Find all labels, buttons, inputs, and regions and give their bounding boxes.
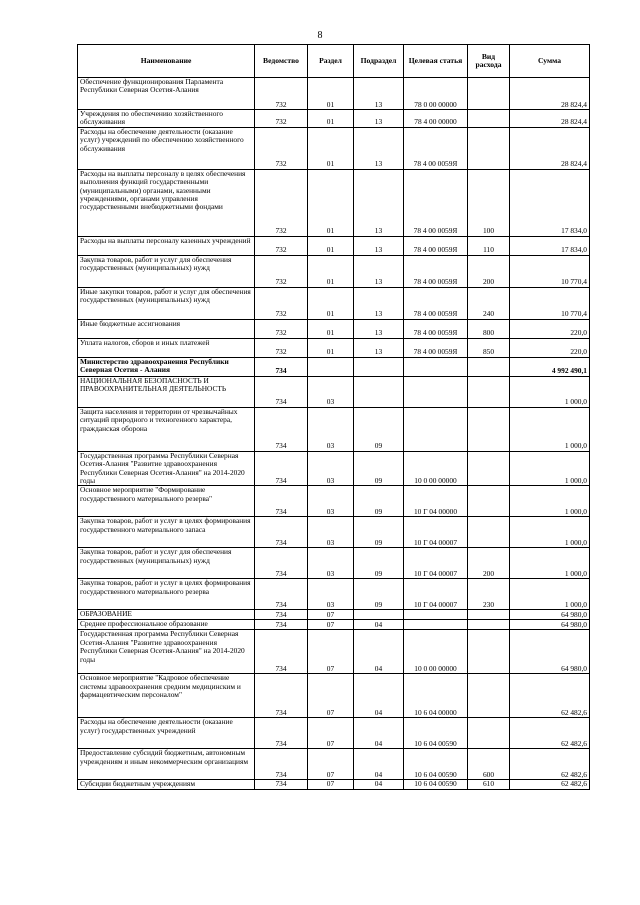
row-target: 10 6 04 00590 [404,718,468,749]
row-section: 01 [308,255,354,287]
row-dept: 734 [255,610,308,620]
row-kind: 200 [468,548,510,579]
row-name: Расходы на выплаты персоналу казенных учреждений [78,236,255,255]
row-name: Закупка товаров, работ и услуг для обеспечения государственных (муниципальных) нужд [78,548,255,579]
row-subsection: 09 [354,579,404,610]
row-subsection: 04 [354,620,404,630]
row-subsection: 04 [354,749,404,780]
row-name: Государственная программа Республики Северная Осетия-Алания "Развитие здравоохранения Республики Северная Осетия-Алания" на 2014-2020 годы [78,451,255,486]
row-dept: 732 [255,169,308,236]
table-row [78,407,590,451]
row-section: 03 [308,407,354,451]
row-sum: 64 980,0 [510,620,590,630]
row-name: Защита населения и территории от чрезвычайных ситуаций природного и техногенного характера, гражданская оборона [78,407,255,451]
row-section: 07 [308,630,354,674]
row-name: Учреждения по обеспечению хозяйственного обслуживания [78,110,255,128]
row-section: 03 [308,579,354,610]
header-dept: Ведомство [255,45,308,78]
row-subsection [354,376,404,407]
row-subsection: 04 [354,780,404,789]
row-section: 03 [308,451,354,486]
row-name: Расходы на обеспечение деятельности (оказание услуг) государственных учреждений [78,718,255,749]
row-kind [468,407,510,451]
row-dept: 734 [255,780,308,789]
row-kind [468,78,510,110]
table-row [78,517,590,548]
row-sum: 1 000,0 [510,486,590,517]
row-subsection: 09 [354,517,404,548]
row-target: 10 6 04 00590 [404,749,468,780]
row-sum: 62 482,6 [510,780,590,789]
row-subsection: 13 [354,127,404,169]
header-target: Целевая статья [404,45,468,78]
row-dept: 734 [255,579,308,610]
row-kind [468,357,510,376]
row-section: 03 [308,517,354,548]
table-row [78,610,590,620]
row-kind: 100 [468,169,510,236]
row-sum: 17 834,0 [510,236,590,255]
row-name: Основное мероприятие "Формирование государственного материального резерва" [78,486,255,517]
row-target: 78 4 00 0059Я [404,287,468,319]
row-section: 01 [308,319,354,338]
row-name: Иные закупки товаров, работ и услуг для обеспечения государственных (муниципальных) нужд [78,287,255,319]
row-dept: 732 [255,110,308,128]
row-dept: 734 [255,451,308,486]
row-sum: 1 000,0 [510,451,590,486]
row-dept: 734 [255,376,308,407]
row-name: Среднее профессиональное образование [78,620,255,630]
table-row [78,169,590,236]
page-number: 8 [317,30,323,41]
row-section: 07 [308,780,354,789]
row-kind [468,451,510,486]
row-dept: 734 [255,630,308,674]
row-name: Основное мероприятие "Кадровое обеспечение системы здравоохранения средним медицинским и фармацевтическим персоналом" [78,674,255,718]
row-sum: 64 980,0 [510,610,590,620]
row-dept: 734 [255,718,308,749]
row-section: 07 [308,674,354,718]
table-row [78,780,590,789]
row-target: 78 4 00 0059Я [404,255,468,287]
row-name: Расходы на выплаты персоналу в целях обеспечения выполнения функций государственными (муниципальными) органами, казенными учреждениями, органами управления государственными внебюджетными фондами [78,169,255,236]
row-kind [468,517,510,548]
row-target: 10 0 00 00000 [404,630,468,674]
row-sum: 62 482,6 [510,718,590,749]
row-subsection: 04 [354,718,404,749]
row-name: Закупка товаров, работ и услуг в целях формирования государственного материального запаса [78,517,255,548]
row-section: 01 [308,127,354,169]
row-target [404,407,468,451]
table-body [78,78,590,790]
row-section [308,357,354,376]
row-target: 10 0 00 00000 [404,451,468,486]
row-section: 07 [308,749,354,780]
row-section: 07 [308,610,354,620]
row-subsection: 04 [354,674,404,718]
row-kind [468,718,510,749]
row-dept: 732 [255,127,308,169]
table-row [78,376,590,407]
row-name: Иные бюджетные ассигнования [78,319,255,338]
row-subsection: 13 [354,78,404,110]
row-section: 07 [308,620,354,630]
row-subsection [354,357,404,376]
row-kind: 200 [468,255,510,287]
table-row [78,579,590,610]
row-section: 01 [308,110,354,128]
row-sum: 220,0 [510,319,590,338]
row-target: 78 4 00 00000 [404,110,468,128]
row-kind [468,376,510,407]
row-sum: 62 482,6 [510,674,590,718]
row-name: Предоставление субсидий бюджетным, автономным учреждениям и иным некоммерческим организациям [78,749,255,780]
row-target: 78 4 00 0059Я [404,319,468,338]
row-sum: 1 000,0 [510,548,590,579]
table-row [78,749,590,780]
row-dept: 734 [255,407,308,451]
row-dept: 734 [255,486,308,517]
row-dept: 734 [255,620,308,630]
row-target [404,620,468,630]
row-name: Закупка товаров, работ и услуг для обеспечения государственных (муниципальных) нужд [78,255,255,287]
row-subsection: 13 [354,236,404,255]
row-subsection: 13 [354,319,404,338]
row-subsection: 13 [354,338,404,357]
row-kind: 230 [468,579,510,610]
row-subsection: 13 [354,287,404,319]
row-name: Расходы на обеспечение деятельности (оказание услуг) учреждений по обеспечению хозяйственного обслуживания [78,127,255,169]
row-kind: 110 [468,236,510,255]
row-section: 07 [308,718,354,749]
table-row [78,127,590,169]
row-kind [468,486,510,517]
row-target [404,610,468,620]
row-sum: 17 834,0 [510,169,590,236]
row-target [404,357,468,376]
header-kind: Вид расхода [468,45,510,78]
row-name: Закупка товаров, работ и услуг в целях формирования государственного материального резерва [78,579,255,610]
row-section: 01 [308,287,354,319]
row-subsection: 13 [354,255,404,287]
row-sum: 10 770,4 [510,287,590,319]
row-section: 03 [308,376,354,407]
row-target: 10 Г 04 00007 [404,579,468,610]
row-kind [468,620,510,630]
table-row [78,548,590,579]
row-section: 03 [308,548,354,579]
row-sum: 28 824,4 [510,127,590,169]
row-subsection: 13 [354,110,404,128]
row-name: Министерство здравоохранения Республики Северная Осетия - Алания [78,357,255,376]
row-section: 01 [308,338,354,357]
row-sum: 64 980,0 [510,630,590,674]
row-name: Уплата налогов, сборов и иных платежей [78,338,255,357]
row-dept: 732 [255,319,308,338]
row-kind: 240 [468,287,510,319]
row-sum: 220,0 [510,338,590,357]
row-kind [468,110,510,128]
row-name: Обеспечение функционирования Парламента Республики Северная Осетия-Алания [78,78,255,110]
row-target: 10 6 04 00000 [404,674,468,718]
row-section: 01 [308,78,354,110]
row-sum: 1 000,0 [510,407,590,451]
row-dept: 734 [255,517,308,548]
table-row [78,319,590,338]
header-subsection: Подраздел [354,45,404,78]
row-kind: 610 [468,780,510,789]
row-sum: 1 000,0 [510,579,590,610]
row-dept: 734 [255,357,308,376]
table-row [78,630,590,674]
row-dept: 732 [255,338,308,357]
row-dept: 734 [255,548,308,579]
row-section: 01 [308,236,354,255]
table-row [78,338,590,357]
row-dept: 732 [255,236,308,255]
row-dept: 734 [255,674,308,718]
row-dept: 732 [255,255,308,287]
row-kind [468,674,510,718]
row-name: ОБРАЗОВАНИЕ [78,610,255,620]
row-kind: 850 [468,338,510,357]
row-sum: 28 824,4 [510,78,590,110]
row-subsection: 13 [354,169,404,236]
row-target [404,376,468,407]
row-sum: 10 770,4 [510,255,590,287]
row-dept: 734 [255,749,308,780]
row-target: 78 4 00 0059Я [404,169,468,236]
row-kind: 800 [468,319,510,338]
table-row [78,110,590,128]
row-sum: 1 000,0 [510,376,590,407]
row-dept: 732 [255,287,308,319]
table-row [78,620,590,630]
row-target: 10 6 04 00590 [404,780,468,789]
row-sum: 1 000,0 [510,517,590,548]
table-row [78,486,590,517]
row-name: НАЦИОНАЛЬНАЯ БЕЗОПАСНОСТЬ И ПРАВООХРАНИТЕЛЬНАЯ ДЕЯТЕЛЬНОСТЬ [78,376,255,407]
table-row [78,255,590,287]
row-subsection: 09 [354,407,404,451]
row-kind [468,127,510,169]
row-kind [468,610,510,620]
row-target: 78 0 00 00000 [404,78,468,110]
row-subsection: 09 [354,548,404,579]
row-subsection [354,610,404,620]
header-sum: Сумма [510,45,590,78]
row-target: 78 4 00 0059Я [404,338,468,357]
header-section: Раздел [308,45,354,78]
budget-table [77,44,590,790]
row-subsection: 04 [354,630,404,674]
row-kind: 600 [468,749,510,780]
row-target: 78 4 00 0059Я [404,236,468,255]
row-subsection: 09 [354,486,404,517]
row-sum: 62 482,6 [510,749,590,780]
row-target: 10 Г 04 00000 [404,486,468,517]
header-name: Наименование [78,45,255,78]
row-section: 01 [308,169,354,236]
table-row [78,451,590,486]
row-sum: 28 824,4 [510,110,590,128]
row-target: 10 Г 04 00007 [404,548,468,579]
table-row [78,674,590,718]
row-subsection: 09 [354,451,404,486]
table-row [78,78,590,110]
table-row [78,718,590,749]
table-row [78,236,590,255]
row-target: 78 4 00 0059Я [404,127,468,169]
row-target: 10 Г 04 00007 [404,517,468,548]
table-row [78,287,590,319]
row-sum: 4 992 490,1 [510,357,590,376]
row-section: 03 [308,486,354,517]
table-row [78,357,590,376]
row-name: Субсидии бюджетным учреждениям [78,780,255,789]
row-dept: 732 [255,78,308,110]
row-kind [468,630,510,674]
row-name: Государственная программа Республики Северная Осетия-Алания "Развитие здравоохранения Республики Северная Осетия-Алания" на 2014-2020 годы [78,630,255,674]
